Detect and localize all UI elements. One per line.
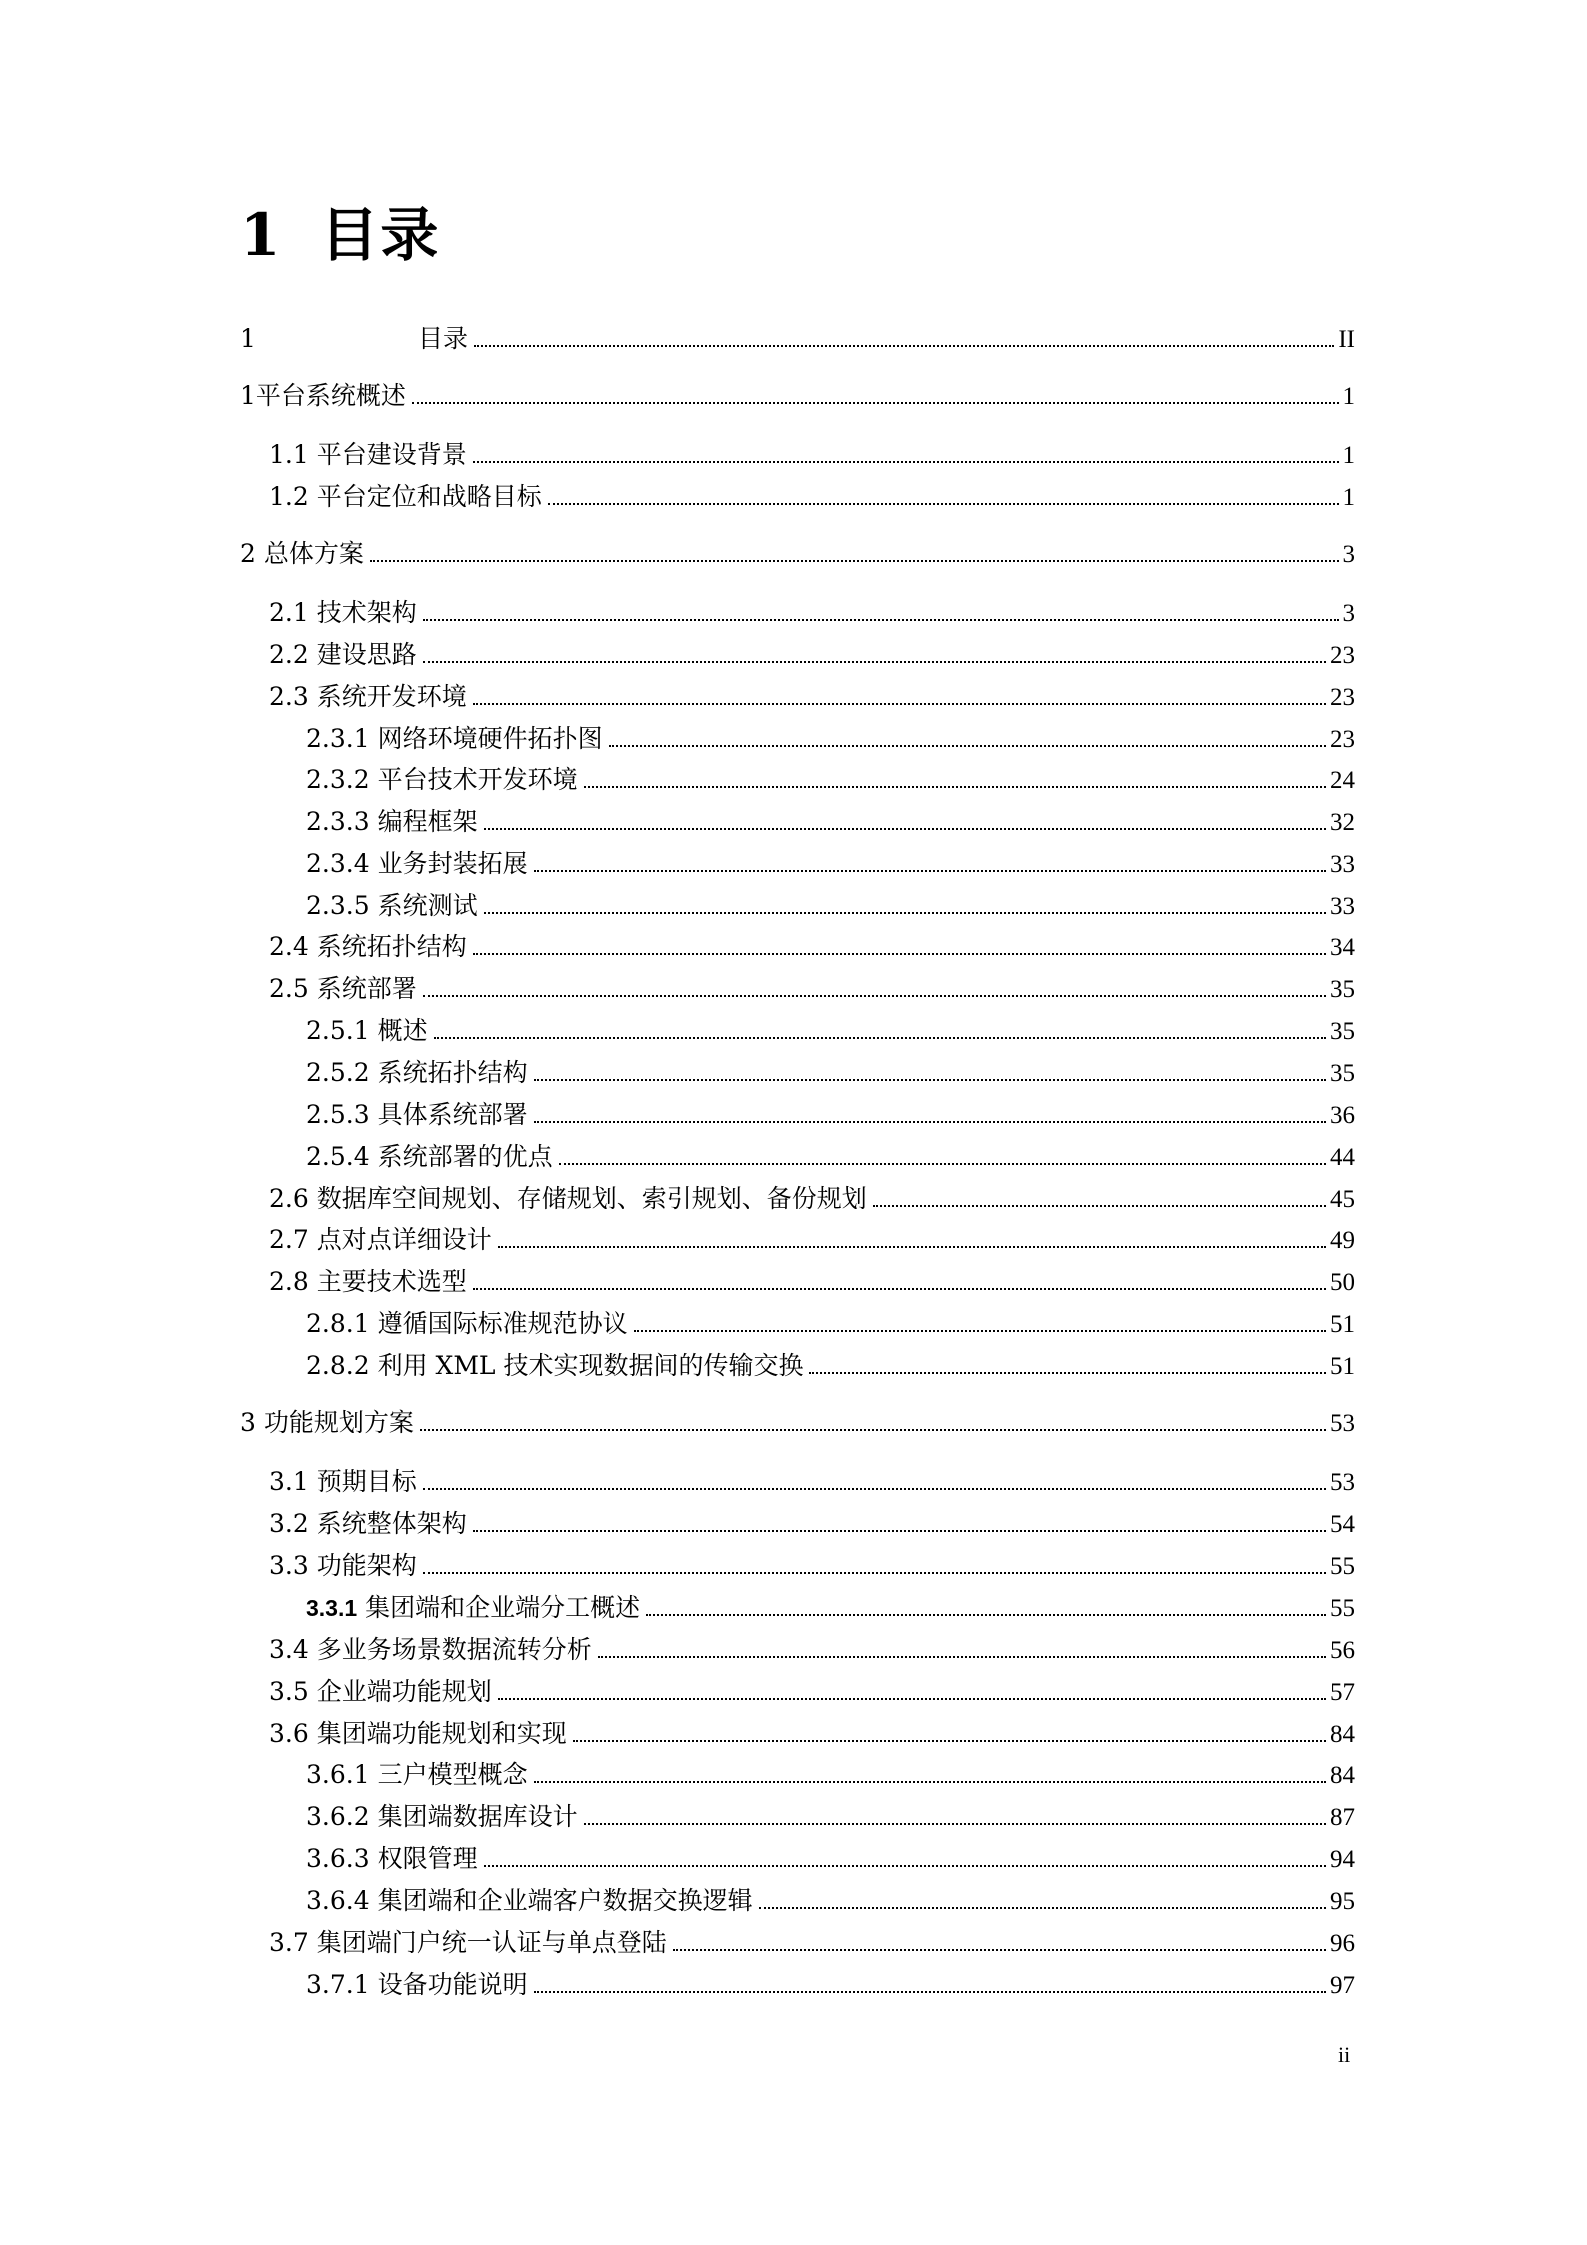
toc-entry-label [306,847,528,881]
toc-entry-title: 设备功能说明 [377,1970,528,1999]
toc-entry-label [269,480,542,514]
toc-entry-title: 平台系统概述 [255,381,406,410]
toc-entry-number: 3.3 [269,1551,309,1580]
toc-entry-page: 35 [1330,976,1355,1003]
dot-leader [548,503,1339,505]
dot-leader [646,1614,1326,1616]
toc-entry-label [269,1265,467,1299]
toc-entry[interactable] [240,596,1355,630]
toc-entry[interactable] [240,847,1355,881]
page-number-footer: ii [1338,2042,1351,2067]
toc-entry-number: 3.7.1 [306,1970,370,1999]
toc-entry-label [269,680,467,714]
toc-entry-number: 3.6.3 [306,1844,370,1873]
toc-entry-page: 87 [1330,1804,1355,1831]
toc-entry-label [306,1842,478,1876]
toc-entry-title: 权限管理 [377,1844,478,1873]
dot-leader [534,1781,1326,1783]
toc-entry-title: 企业端功能规划 [316,1677,492,1706]
toc-entry[interactable] [240,1056,1355,1090]
toc-entry-label [306,1140,553,1174]
dot-leader [423,661,1326,663]
toc-entry-label [240,379,406,413]
toc-entry-number: 2.4 [269,932,309,961]
toc-entry-page: II [1338,326,1355,353]
heading-number: 1 [240,201,283,269]
toc-entry-label [306,889,478,923]
dot-leader [534,1079,1326,1081]
toc-entry-title: 系统整体架构 [316,1509,467,1538]
toc-entry-title: 网络环境硬件拓扑图 [377,724,603,753]
toc-entry-title: 系统开发环境 [316,682,467,711]
toc-entry-page: 36 [1330,1102,1355,1129]
toc-entry-title: 具体系统部署 [377,1100,528,1129]
dot-leader [474,345,1334,347]
toc-entry[interactable] [240,1140,1355,1174]
toc-entry[interactable] [240,1465,1355,1499]
dot-leader [423,1488,1326,1490]
toc-entry-page: 51 [1330,1311,1355,1338]
dot-leader [434,1037,1326,1039]
heading-text: 目录 [320,201,441,269]
dot-leader [473,1530,1326,1532]
toc-entry-label [269,1549,417,1583]
toc-entry-title: 遵循国际标准规范协议 [377,1309,628,1338]
dot-leader [609,745,1326,747]
toc-entry-title: 集团端门户统一认证与单点登陆 [316,1928,667,1957]
toc-entry[interactable] [240,1633,1355,1667]
toc-entry-label [306,1591,640,1625]
toc-entry-page: 3 [1342,600,1355,627]
toc-entry-title: 主要技术选型 [316,1267,467,1296]
dot-leader [759,1907,1326,1909]
toc-entry-page: 51 [1330,1353,1355,1380]
toc-entry-number: 2.5 [269,974,309,1003]
toc-entry-page: 50 [1330,1269,1355,1296]
toc-entry[interactable] [240,972,1355,1006]
toc-entry-title: 预期目标 [316,1467,417,1496]
toc-entry-title: 业务封装拓展 [377,849,528,878]
toc-entry-number: 3.6.4 [306,1886,370,1915]
toc-entry-number: 3.6.2 [306,1802,370,1831]
toc-entry[interactable] [240,680,1355,714]
toc-entry-label [269,1182,867,1216]
toc-entry-title: 平台建设背景 [316,440,467,469]
dot-leader [412,402,1339,404]
toc-entry-number: 1.1 [269,440,309,469]
toc-entry-number: 2.3.1 [306,724,370,753]
toc-entry-label [306,1098,528,1132]
toc-entry-number: 2.5.1 [306,1016,370,1045]
toc-entry-number: 2.5.3 [306,1100,370,1129]
toc-entry[interactable] [240,379,1355,413]
toc-entry-label [269,1223,492,1257]
dot-leader [534,1991,1326,1993]
toc-entry[interactable] [240,1182,1355,1216]
toc-entry[interactable] [240,805,1355,839]
dot-leader [473,953,1326,955]
toc-entry-number: 2.3.2 [306,765,370,794]
toc-entry-number: 2 [240,539,256,568]
toc-entry-page: 24 [1330,767,1355,794]
toc-entry-page: 45 [1330,1186,1355,1213]
toc-entry-page: 1 [1342,442,1355,469]
toc-entry-page: 35 [1330,1060,1355,1087]
dot-leader [584,786,1326,788]
toc-entry[interactable] [240,1717,1355,1751]
toc-entry-page: 32 [1330,809,1355,836]
dot-leader [473,703,1326,705]
toc-entry-label [306,1758,528,1792]
toc-entry[interactable] [240,930,1355,964]
toc-entry-page: 55 [1330,1553,1355,1580]
toc-entry-page: 57 [1330,1679,1355,1706]
toc-entry-page: 1 [1342,484,1355,511]
toc-entry-label [269,1633,592,1667]
dot-leader [873,1205,1326,1207]
toc-entry-number: 2.8.1 [306,1309,370,1338]
toc-entry-title: 系统测试 [377,891,478,920]
toc-entry-label [269,1675,492,1709]
toc-entry-page: 94 [1330,1846,1355,1873]
toc-entry-page: 96 [1330,1930,1355,1957]
dot-leader [484,912,1326,914]
toc-entry-page: 56 [1330,1637,1355,1664]
toc-entry[interactable] [240,1349,1355,1383]
toc-entry-title: 平台技术开发环境 [377,765,578,794]
toc-entry-page: 84 [1330,1762,1355,1789]
toc-entry-page: 3 [1342,541,1355,568]
toc-entry-number: 3.1 [269,1467,309,1496]
toc-entry-title: 功能规划方案 [263,1408,414,1437]
toc-entry-label [269,1717,567,1751]
toc-entry-title: 利用 XML 技术实现数据间的传输交换 [377,1351,804,1380]
toc-entry-number: 2.8 [269,1267,309,1296]
toc-entry-title: 系统部署 [316,974,417,1003]
toc-entry[interactable] [240,322,1355,356]
toc-entry-page: 53 [1330,1410,1355,1437]
toc-entry-title: 系统拓扑结构 [377,1058,528,1087]
toc-entry[interactable] [240,1800,1355,1834]
toc-entry-page: 95 [1330,1888,1355,1915]
toc-entry-title: 总体方案 [263,539,364,568]
toc-entry-number: 2.8.2 [306,1351,370,1380]
toc-entry-title: 功能架构 [316,1551,417,1580]
toc-entry-label [240,322,468,356]
dot-leader [534,1121,1326,1123]
toc-entry-number: 3 [240,1408,256,1437]
toc-entry-label [306,1968,528,2002]
toc-entry-title: 数据库空间规划、存储规划、索引规划、备份规划 [316,1184,867,1213]
toc-entry-page: 54 [1330,1511,1355,1538]
toc-entry-number: 2.3.5 [306,891,370,920]
toc-entry[interactable] [240,438,1355,472]
dot-leader [473,461,1339,463]
toc-entry-number: 2.1 [269,598,309,627]
dot-leader [473,1288,1326,1290]
toc-entry-title: 系统部署的优点 [377,1142,553,1171]
toc-entry[interactable] [240,480,1355,514]
toc-entry-title: 集团端数据库设计 [377,1802,578,1831]
dot-leader [484,828,1326,830]
toc-entry-page: 33 [1330,893,1355,920]
toc-entry-number: 2.6 [269,1184,309,1213]
toc-entry[interactable] [240,1842,1355,1876]
toc-entry-page: 23 [1330,726,1355,753]
dot-leader [484,1865,1326,1867]
page-title [240,200,440,270]
toc-entry-title: 技术架构 [316,598,417,627]
toc-entry-number: 1 [240,381,256,410]
dot-leader [370,560,1339,562]
toc-entry[interactable] [240,1507,1355,1541]
toc-entry-page: 97 [1330,1972,1355,1999]
toc-entry-number: 2.2 [269,640,309,669]
toc-entry-page: 49 [1330,1227,1355,1254]
dot-leader [423,619,1339,621]
toc-entry-page: 34 [1330,934,1355,961]
toc-entry[interactable] [240,1406,1355,1440]
toc-entry-number: 2.3 [269,682,309,711]
toc-entry-title: 目录 [417,324,468,353]
toc-entry[interactable] [240,1223,1355,1257]
toc-entry-page: 84 [1330,1721,1355,1748]
dot-leader [420,1429,1326,1431]
toc-entry-label [306,1307,628,1341]
toc-entry-title: 集团端和企业端分工概述 [365,1593,641,1622]
toc-entry-number: 2.5.2 [306,1058,370,1087]
toc-entry[interactable] [240,1098,1355,1132]
toc-entry-label [269,438,467,472]
toc-entry-number: 3.6.1 [306,1760,370,1789]
toc-entry-number: 2.7 [269,1225,309,1254]
toc-entry-label [306,1349,803,1383]
toc-entry-title: 系统拓扑结构 [316,932,467,961]
toc-entry-label [306,722,603,756]
dot-leader [584,1823,1326,1825]
toc-entry[interactable] [240,1968,1355,2002]
toc-entry-title: 点对点详细设计 [316,1225,492,1254]
dot-leader [673,1949,1326,1951]
toc-entry-page: 55 [1330,1595,1355,1622]
toc-entry[interactable] [240,1265,1355,1299]
toc-entry-label [240,537,364,571]
toc-entry-number: 3.5 [269,1677,309,1706]
toc-entry-title: 多业务场景数据流转分析 [316,1635,592,1664]
toc-entry-number: 3.4 [269,1635,309,1664]
toc-entry-page: 23 [1330,642,1355,669]
toc-entry-title: 建设思路 [316,640,417,669]
toc-entry-number: 2.3.4 [306,849,370,878]
toc-entry[interactable] [240,722,1355,756]
toc-entry-number: 3.7 [269,1928,309,1957]
toc-entry-title: 平台定位和战略目标 [316,482,542,511]
dot-leader [498,1698,1326,1700]
toc-entry-number: 2.5.4 [306,1142,370,1171]
toc-entry-label [306,763,578,797]
toc-entry[interactable] [240,1591,1355,1625]
toc-entry[interactable] [240,1675,1355,1709]
toc-entry-label [269,930,467,964]
toc-entry-number: 2.3.3 [306,807,370,836]
toc-entry-number: 3.3.1 [306,1595,358,1621]
toc-entry-page: 44 [1330,1144,1355,1171]
toc-entry-label [306,1800,578,1834]
toc-entry-label [269,1465,417,1499]
toc-entry-number: 3.6 [269,1719,309,1748]
toc-entry-title: 概述 [377,1016,428,1045]
toc-entry[interactable] [240,1884,1355,1918]
toc-entry-label [240,1406,414,1440]
toc-entry-label [269,1507,467,1541]
dot-leader [534,870,1326,872]
toc-entry[interactable] [240,1307,1355,1341]
toc-entry-number: 3.2 [269,1509,309,1538]
toc-entry-label [269,638,417,672]
toc-entry-page: 53 [1330,1469,1355,1496]
toc-entry-number: 1 [240,324,256,353]
dot-leader [559,1163,1326,1165]
toc-entry-label [306,805,478,839]
dot-leader [423,995,1326,997]
toc-entry[interactable] [240,1926,1355,1960]
dot-leader [598,1656,1326,1658]
toc-entry[interactable] [240,1758,1355,1792]
toc-entry[interactable] [240,1014,1355,1048]
dot-leader [809,1372,1326,1374]
toc-entry[interactable] [240,537,1355,571]
toc-entry-title: 三户模型概念 [377,1760,528,1789]
toc-entry-label [306,1884,753,1918]
dot-leader [498,1246,1326,1248]
toc-entry[interactable] [240,1549,1355,1583]
toc-entry-title: 集团端和企业端客户数据交换逻辑 [377,1886,753,1915]
dot-leader [634,1330,1326,1332]
toc-entry-page: 33 [1330,851,1355,878]
toc-entry-title: 集团端功能规划和实现 [316,1719,567,1748]
toc-entry-label [269,596,417,630]
dot-leader [423,1572,1326,1574]
toc-entry-label [306,1014,428,1048]
toc-entry-number: 1.2 [269,482,309,511]
toc-entry-label [269,1926,667,1960]
toc-entry-title: 编程框架 [377,807,478,836]
toc-entry-label [269,972,417,1006]
toc-entry-page: 35 [1330,1018,1355,1045]
toc-entry[interactable] [240,638,1355,672]
toc-entry-label [306,1056,528,1090]
toc-entry[interactable] [240,763,1355,797]
toc-entry[interactable] [240,889,1355,923]
dot-leader [573,1740,1326,1742]
toc-entry-page: 23 [1330,684,1355,711]
toc-entry-page: 1 [1342,383,1355,410]
